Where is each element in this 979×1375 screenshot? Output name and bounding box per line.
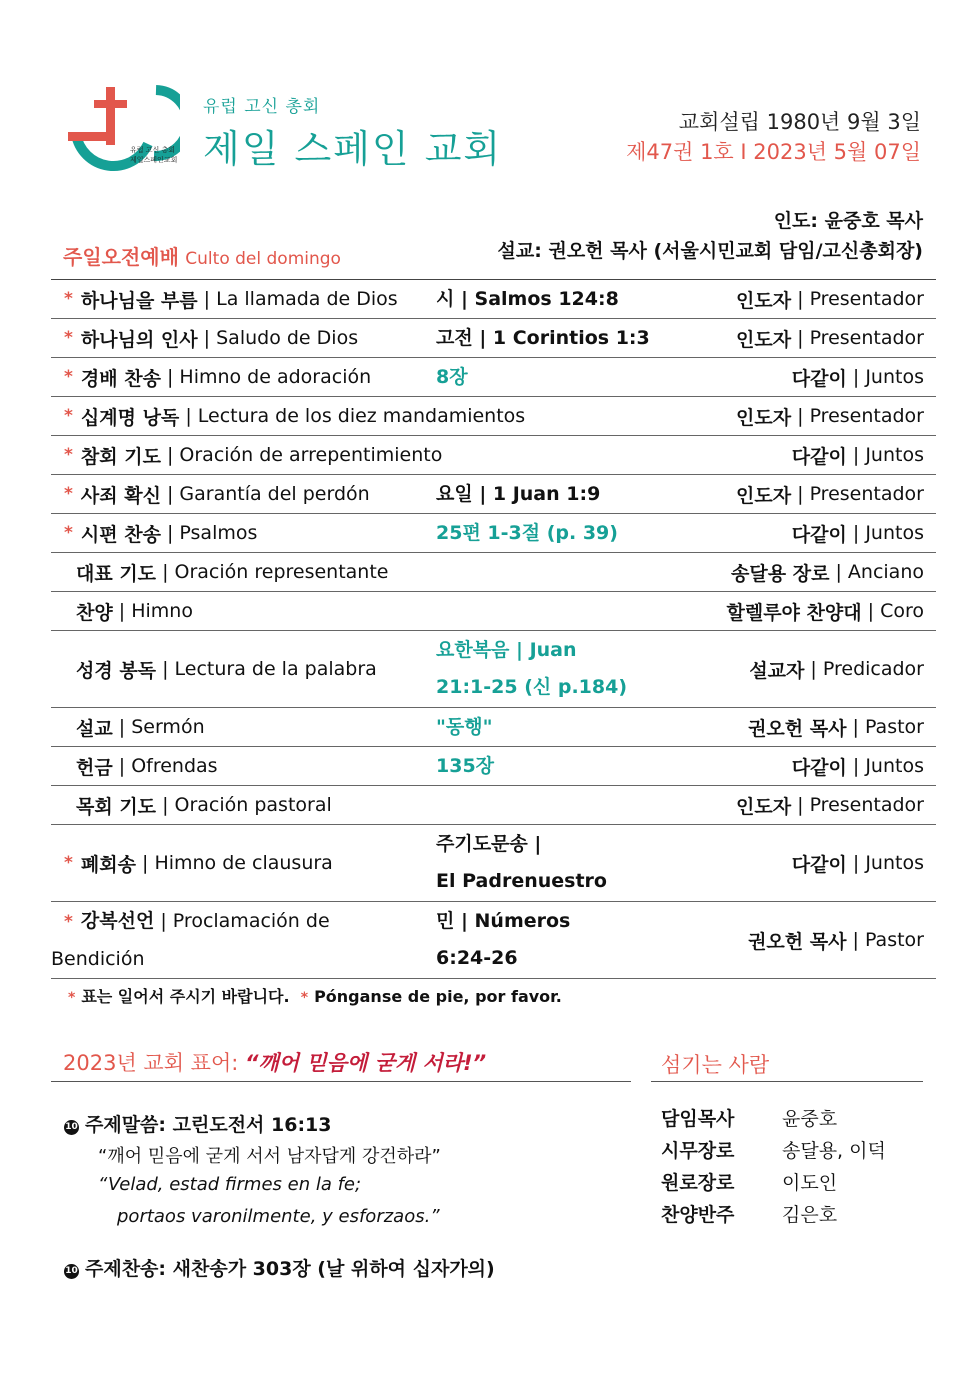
asterisk-icon: * bbox=[64, 445, 73, 465]
order-person-ko: 설교자 bbox=[749, 659, 805, 682]
order-reference-line: 8장 bbox=[436, 365, 468, 388]
order-item bbox=[51, 902, 330, 978]
order-item-es: Himno bbox=[131, 600, 193, 622]
order-item: * 폐회송 | Himno de clausura bbox=[64, 825, 333, 901]
order-reference-line: "동행" bbox=[436, 715, 493, 738]
order-person: 다같이 | Juntos bbox=[792, 747, 924, 785]
order-item-es: Sermón bbox=[131, 716, 205, 738]
asterisk-icon: * bbox=[64, 484, 73, 504]
order-row bbox=[51, 358, 936, 397]
order-person-es: Predicador bbox=[822, 658, 924, 680]
verse-spanish-line1: “Velad, estad firmes en la fe; bbox=[98, 1174, 362, 1195]
order-item: 대표 기도 | Oración representante bbox=[64, 553, 389, 591]
order-item-es: Lectura de la palabra bbox=[174, 658, 377, 680]
order-row bbox=[51, 397, 936, 436]
order-row bbox=[51, 319, 936, 358]
order-person-ko: 다같이 bbox=[791, 756, 847, 779]
order-person-ko: 송달용 장로 bbox=[731, 562, 830, 585]
assembly-name: 유럽 고신 총회 bbox=[203, 97, 321, 117]
order-item-es: Psalmos bbox=[179, 522, 258, 544]
order-person-ko: 인도자 bbox=[736, 406, 792, 429]
order-person-es: Presentador bbox=[809, 327, 924, 349]
order-reference-line: 요한복음 | Juan bbox=[436, 639, 577, 661]
church-motto bbox=[63, 1047, 486, 1077]
order-reference bbox=[436, 475, 600, 513]
order-person: 송달용 장로 | Anciano bbox=[731, 553, 924, 591]
order-item: * 참회 기도 | Oración de arrepentimiento bbox=[64, 436, 442, 474]
order-person-es: Juntos bbox=[865, 755, 924, 777]
order-reference bbox=[436, 358, 468, 396]
order-item-ko: 찬양 bbox=[76, 601, 113, 624]
theme-hymn-text: 주제찬송: 새찬송가 303장 (날 위하여 십자가의) bbox=[85, 1258, 495, 1280]
church-logo bbox=[68, 82, 180, 174]
order-item: 목회 기도 | Oración pastoral bbox=[64, 786, 332, 824]
theme-hymn bbox=[64, 1254, 495, 1281]
standing-note-ko: 표는 일어서 주시기 바랍니다. bbox=[81, 987, 290, 1006]
order-person-ko: 인도자 bbox=[736, 328, 792, 351]
servants-list bbox=[661, 1104, 886, 1232]
order-row bbox=[51, 747, 936, 786]
order-item-text: * 강복선언 | Proclamación de Bendición bbox=[51, 909, 330, 970]
order-reference-line: 135장 bbox=[436, 754, 495, 777]
order-reference bbox=[436, 631, 627, 707]
divider bbox=[51, 1081, 631, 1082]
asterisk-icon: * bbox=[64, 406, 73, 426]
order-reference-line: 25편 1-3절 (p. 39) bbox=[436, 521, 618, 544]
order-item-es: Garantía del perdón bbox=[179, 483, 370, 505]
order-person-es: Presentador bbox=[809, 288, 924, 310]
order-item-es: Proclamación de bbox=[172, 909, 330, 932]
standing-note-es: Pónganse de pie, por favor. bbox=[314, 987, 562, 1006]
order-person-ko: 다같이 bbox=[791, 367, 847, 390]
order-row bbox=[51, 475, 936, 514]
order-person: 다같이 | Juntos bbox=[792, 514, 924, 552]
number-ten-icon: 10 bbox=[64, 1264, 79, 1279]
order-row bbox=[51, 708, 936, 747]
order-item: * 시편 찬송 | Psalmos bbox=[64, 514, 257, 552]
order-item: * 사죄 확신 | Garantía del perdón bbox=[64, 475, 370, 513]
order-item-es: Himno de adoración bbox=[179, 366, 372, 388]
order-reference-line: 21:1-25 (신 p.184) bbox=[436, 676, 628, 698]
order-person-ko: 다같이 bbox=[791, 853, 847, 876]
order-reference bbox=[436, 902, 570, 978]
order-item-es: Oración de arrepentimiento bbox=[179, 444, 443, 466]
order-item-es: La llamada de Dios bbox=[216, 288, 398, 310]
service-title bbox=[63, 241, 341, 270]
order-person: 다같이 | Juntos bbox=[792, 358, 924, 396]
order-person-ko: 다같이 bbox=[791, 445, 847, 468]
order-item-ko: 강복선언 bbox=[80, 909, 155, 932]
order-reference-line: 6:24-26 bbox=[436, 947, 518, 969]
order-item-es: Ofrendas bbox=[131, 755, 218, 777]
theme-verse-text: 주제말씀: 고린도전서 16:13 bbox=[85, 1114, 332, 1136]
order-person: 할렐루야 찬양대 | Coro bbox=[727, 592, 925, 630]
servant-name: 송달용, 이덕 bbox=[782, 1140, 886, 1162]
asterisk-icon: * bbox=[64, 367, 73, 387]
order-item-es: Oración pastoral bbox=[174, 794, 332, 816]
order-person: 권오헌 목사 | Pastor bbox=[748, 708, 924, 746]
order-person-es: Presentador bbox=[809, 794, 924, 816]
divider bbox=[651, 1081, 923, 1082]
order-item-es: Saludo de Dios bbox=[216, 327, 359, 349]
order-person: 권오헌 목사 | Pastor bbox=[748, 902, 924, 978]
servant-name: 윤중호 bbox=[782, 1108, 838, 1130]
asterisk-icon: * bbox=[64, 911, 73, 932]
order-person-es: Juntos bbox=[865, 444, 924, 466]
servant-name: 이도인 bbox=[782, 1172, 838, 1194]
service-title-ko: 주일오전예배 bbox=[63, 245, 179, 269]
svg-text:제일스페인교회: 제일스페인교회 bbox=[130, 156, 178, 164]
standing-note bbox=[68, 984, 562, 1007]
theme-verse-title bbox=[64, 1110, 332, 1137]
order-item: * 경배 찬송 | Himno de adoración bbox=[64, 358, 371, 396]
order-row bbox=[51, 280, 936, 319]
order-person-es: Presentador bbox=[809, 405, 924, 427]
verse-korean: “깨어 믿음에 굳게 서서 남자답게 강건하라” bbox=[98, 1146, 441, 1167]
order-person-es: Pastor bbox=[864, 716, 924, 738]
order-person-es: Coro bbox=[880, 600, 924, 622]
order-item-ko: 헌금 bbox=[76, 756, 113, 779]
order-item-ko: 하나님을 부름 bbox=[80, 289, 198, 312]
issue-info: 제47권 1호 I 2023년 5월 07일 bbox=[626, 140, 921, 164]
order-item-ko: 하나님의 인사 bbox=[80, 328, 198, 351]
order-person: 인도자 | Presentador bbox=[736, 397, 924, 435]
servant-name: 김은호 bbox=[782, 1204, 838, 1226]
order-item: 찬양 | Himno bbox=[64, 592, 193, 630]
service-title-es: Culto del domingo bbox=[185, 249, 341, 269]
asterisk-icon: * bbox=[64, 853, 73, 873]
order-item: * 하나님의 인사 | Saludo de Dios bbox=[64, 319, 358, 357]
order-person: 인도자 | Presentador bbox=[736, 319, 924, 357]
servant-role: 찬양반주 bbox=[661, 1204, 735, 1226]
order-person-ko: 권오헌 목사 bbox=[748, 717, 847, 740]
order-person: 설교자 | Predicador bbox=[749, 631, 924, 707]
order-person-es: Juntos bbox=[865, 522, 924, 544]
order-person: 다같이 | Juntos bbox=[792, 825, 924, 901]
order-item-ko: 경배 찬송 bbox=[80, 367, 161, 390]
order-reference bbox=[436, 825, 607, 901]
order-item: * 하나님을 부름 | La llamada de Dios bbox=[64, 280, 398, 318]
order-item: 헌금 | Ofrendas bbox=[64, 747, 218, 785]
order-person-ko: 권오헌 목사 bbox=[748, 930, 847, 953]
order-item-ko: 참회 기도 bbox=[80, 445, 161, 468]
servant-row bbox=[661, 1168, 886, 1200]
order-reference-line: El Padrenuestro bbox=[436, 870, 607, 892]
order-item-ko: 시편 찬송 bbox=[80, 523, 161, 546]
order-reference bbox=[436, 708, 493, 746]
order-item-ko: 사죄 확신 bbox=[80, 484, 161, 507]
order-row bbox=[51, 514, 936, 553]
service-leader: 인도: 윤중호 목사 bbox=[773, 210, 923, 232]
order-row bbox=[51, 592, 936, 631]
order-row bbox=[51, 553, 936, 592]
founding-date: 교회설립 1980년 9월 3일 bbox=[678, 110, 921, 134]
servants-title: 섬기는 사람 bbox=[661, 1053, 770, 1077]
order-person-es: Pastor bbox=[864, 929, 924, 951]
order-person-es: Anciano bbox=[847, 561, 924, 583]
asterisk-icon: * bbox=[64, 523, 73, 543]
order-item: 설교 | Sermón bbox=[64, 708, 205, 746]
servant-role: 원로장로 bbox=[661, 1172, 735, 1194]
verse-spanish-line2: portaos varonilmente, y esforzaos.” bbox=[117, 1206, 440, 1227]
asterisk-icon: * bbox=[300, 990, 309, 1006]
order-reference bbox=[436, 747, 494, 785]
order-item-ko: 폐회송 bbox=[80, 853, 136, 876]
order-reference bbox=[436, 319, 650, 357]
asterisk-icon: * bbox=[64, 328, 73, 348]
order-item-ko: 십계명 낭독 bbox=[80, 406, 180, 429]
order-reference-line: 민 | Números bbox=[436, 910, 571, 932]
order-row bbox=[51, 436, 936, 475]
order-row bbox=[51, 631, 936, 708]
servant-role: 담임목사 bbox=[661, 1108, 735, 1130]
order-person-ko: 인도자 bbox=[736, 795, 792, 818]
order-person-ko: 인도자 bbox=[736, 289, 792, 312]
order-person-es: Juntos bbox=[865, 366, 924, 388]
order-reference-line: 요일 | 1 Juan 1:9 bbox=[436, 482, 601, 505]
order-item: 성경 봉독 | Lectura de la palabra bbox=[64, 631, 377, 707]
church-name: 제일 스페인 교회 bbox=[203, 127, 503, 171]
order-item-es: Lectura de los diez mandamientos bbox=[197, 405, 526, 427]
servant-row bbox=[661, 1200, 886, 1232]
svg-text:유럽 고신 총회: 유럽 고신 총회 bbox=[130, 146, 176, 154]
order-row bbox=[51, 902, 936, 979]
order-item: * 십계명 낭독 | Lectura de los diez mandamientos bbox=[64, 397, 525, 435]
order-reference bbox=[436, 514, 618, 552]
asterisk-icon: * bbox=[68, 990, 76, 1006]
order-reference-line: 주기도문송 | bbox=[436, 833, 542, 855]
servant-row bbox=[661, 1136, 886, 1168]
service-preacher: 설교: 권오헌 목사 (서울시민교회 담임/고신총회장) bbox=[497, 240, 923, 262]
order-of-worship bbox=[51, 279, 936, 979]
order-person-es: Presentador bbox=[809, 483, 924, 505]
order-person-ko: 할렐루야 찬양대 bbox=[726, 601, 862, 624]
order-row bbox=[51, 786, 936, 825]
order-item-ko: 대표 기도 bbox=[76, 562, 157, 585]
motto-quote: “깨어 믿음에 굳게 서라!” bbox=[245, 1051, 487, 1075]
order-item-es: Oración representante bbox=[174, 561, 389, 583]
order-person-ko: 인도자 bbox=[736, 484, 792, 507]
order-person: 인도자 | Presentador bbox=[736, 786, 924, 824]
order-person: 인도자 | Presentador bbox=[736, 280, 924, 318]
order-person: 다같이 | Juntos bbox=[792, 436, 924, 474]
order-person: 인도자 | Presentador bbox=[736, 475, 924, 513]
asterisk-icon: * bbox=[64, 289, 73, 309]
servant-role: 시무장로 bbox=[661, 1140, 735, 1162]
order-reference bbox=[436, 280, 619, 318]
order-person-ko: 다같이 bbox=[791, 523, 847, 546]
order-reference-line: 시 | Salmos 124:8 bbox=[436, 287, 619, 310]
motto-label: 2023년 교회 표어: bbox=[63, 1051, 239, 1075]
servant-row bbox=[661, 1104, 886, 1136]
order-row bbox=[51, 825, 936, 902]
order-item-es-line2: Bendición bbox=[51, 947, 145, 970]
order-item-es: Himno de clausura bbox=[154, 852, 333, 874]
order-item-ko: 성경 봉독 bbox=[76, 659, 157, 682]
number-ten-icon: 10 bbox=[64, 1120, 79, 1135]
order-person-es: Juntos bbox=[865, 852, 924, 874]
order-item-ko: 목회 기도 bbox=[76, 795, 157, 818]
order-reference-line: 고전 | 1 Corintios 1:3 bbox=[436, 326, 650, 349]
order-item-ko: 설교 bbox=[76, 717, 113, 740]
